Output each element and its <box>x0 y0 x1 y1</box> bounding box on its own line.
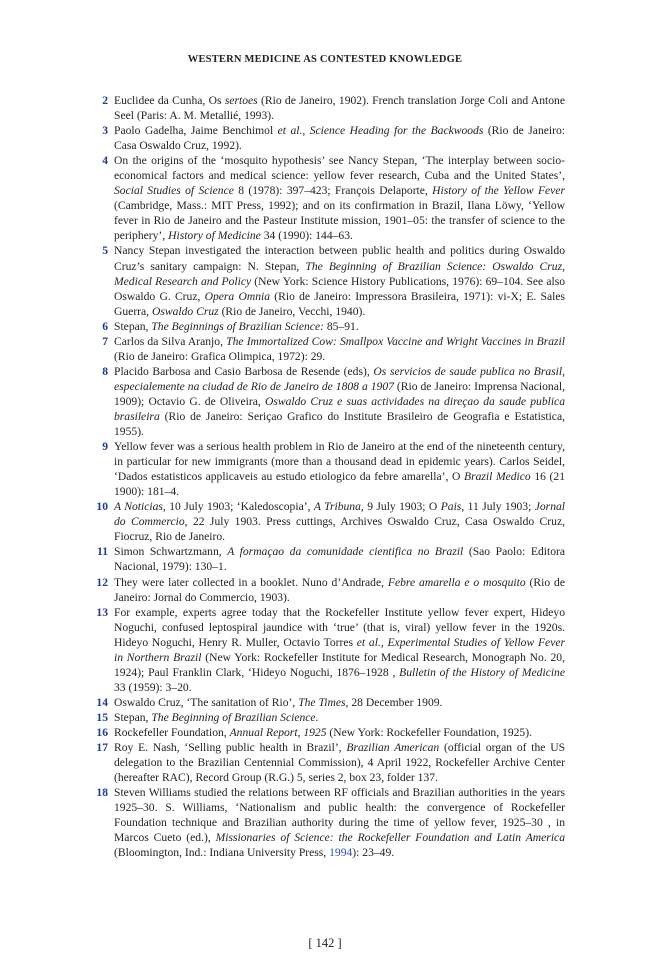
endnote <box>89 725 565 740</box>
italic-title: The Times <box>298 695 346 709</box>
italic-title: Annual Report, 1925 <box>229 725 327 739</box>
text-run: (Cambridge, Mass.: MIT Press, 1992); and on its confirmation in Brazil, Ilana Löwy, ‘Yellow fever in Rio de Janeiro and the Pasteur Institute mission, 1901–05: the transfer of science to the periphery’, <box>114 199 565 243</box>
endnote-text <box>114 364 565 439</box>
text-run: , 28 December 1909. <box>345 695 443 709</box>
text-run: , 10 July 1903; ‘Kaledoscopia’, <box>162 500 314 514</box>
text-run: 34 (1990): 144–63. <box>260 229 353 243</box>
endnote-text <box>114 243 565 318</box>
endnote <box>89 605 565 695</box>
italic-title: Missionaries of Science: the Rockefeller Foundation and Latin America <box>215 831 565 845</box>
endnote-number: 11 <box>97 545 108 559</box>
italic-title: Brazil Medico <box>464 470 531 484</box>
endnote-number: 2 <box>102 94 108 107</box>
text-run: Rockefeller Foundation, <box>114 725 230 739</box>
endnote-text <box>114 695 565 710</box>
endnote-text <box>114 605 565 695</box>
text-run: (New York: Rockefeller Institute for Medical Research, Monograph No. 20, 1924); Paul Franklin Clark, ‘Hideyo Noguchi, 1876–1928 , <box>114 650 565 679</box>
running-head: WESTERN MEDICINE AS CONTESTED KNOWLEDGE <box>187 54 463 65</box>
endnote-text <box>114 544 565 574</box>
endnote-number: 15 <box>96 710 108 724</box>
endnote-text <box>114 710 565 725</box>
endnote-text <box>114 123 565 153</box>
text-run: , 22 July 1903. Press cuttings, Archives Oswaldo Cruz, Casa Oswaldo Cruz, Fiocruz, Rio de Janeiro. <box>114 515 565 544</box>
text-run: (Rio de Janeiro: Grafica Olimpica, 1972): 29. <box>114 349 326 363</box>
text-run: (New York: Science History Publications, 1976): 69–104. See also Oswaldo G. Cruz, <box>114 274 566 303</box>
italic-title: Oswaldo Cruz <box>151 304 219 318</box>
endnote-number: 5 <box>102 244 108 258</box>
text-run: Stepan, <box>114 710 152 724</box>
text-run: Simon Schwartzmann, <box>114 545 228 559</box>
text-run: (Rio de Janeiro, 1902). French translation Jorge Coli and Antone Seel (Paris: A. M. Metallié, 1993). <box>114 94 565 123</box>
italic-title: Social Studies of Science <box>114 184 234 198</box>
endnote-text <box>114 93 565 123</box>
text-run: , 9 July 1903; O <box>360 500 441 514</box>
text-run: (Rio de Janeiro: Impressora Brasileira, 1971): vi-X; E. Sales Guerra, <box>114 289 565 318</box>
text-run: (Bloomington, Ind.: Indiana University Press, <box>114 846 330 860</box>
endnote-number: 4 <box>102 154 108 168</box>
italic-title: Brazilian American <box>346 741 440 755</box>
endnote-number: 17 <box>96 741 108 755</box>
text-run: (official organ of the US delegation to the Brazilian Centennial Commission), 4 April 1922, Rockefeller Archive Center (hereafter RAC), Record Group (R.G.) 5, series 2, box 23, folder 137. <box>114 741 566 785</box>
endnote <box>89 123 565 153</box>
text-run: On the origins of the ‘mosquito hypothesis’ see Nancy Stepan, ‘The interplay between socio-economical factors and medical science: yellow fever research, Cuba and the United States’, <box>114 154 565 183</box>
text-run: Carlos da Silva Aranjo, <box>114 334 227 348</box>
endnote-number: 10 <box>96 500 108 514</box>
italic-title: History of the Yellow Fever <box>432 184 565 198</box>
endnote-number: 6 <box>102 319 108 333</box>
italic-title: The Beginning of Brazilian Science: Oswaldo Cruz, Medical Research and Policy <box>114 259 565 288</box>
endnote <box>89 544 565 574</box>
italic-title: Jornal do Commercio <box>114 500 566 529</box>
italic-title: The Beginning of Brazilian Science. <box>151 710 319 724</box>
endnote <box>89 695 565 710</box>
italic-title: History of Medicine <box>168 229 261 243</box>
text-run: 33 (1959): 3–20. <box>114 680 192 694</box>
italic-title: et al., Science Heading for the Backwoods <box>277 124 484 138</box>
endnote-number: 7 <box>102 334 108 348</box>
text-run: 8 (1978): 397–423; François Delaporte, <box>233 184 433 198</box>
endnote-text <box>114 319 565 334</box>
endnote <box>89 785 565 860</box>
page-number: [ 142 ] <box>308 936 342 950</box>
endnote-number: 3 <box>102 124 108 138</box>
endnote-number: 14 <box>96 695 108 709</box>
endnote-number: 13 <box>96 605 108 619</box>
text-run: Roy E. Nash, ‘Selling public health in Brazil’, <box>114 741 347 755</box>
text-run: For example, experts agree today that the Rockefeller Institute yellow fever expert, Hideyo Noguchi, confused leptospiral jaundice with ‘true’ (that is, viral) yellow fever in the 1920s. Hideyo Noguchi, Henry R. Muller, Octavio Torres <box>114 605 565 649</box>
italic-title: Febre amarella e o mosquito <box>387 575 526 589</box>
text-run: Placido Barbosa and Casio Barbosa de Resende (eds), <box>114 364 374 378</box>
text-run: Paolo Gadelha, Jaime Benchimol <box>114 124 278 138</box>
text-run: Steven Williams studied the relations between RF officials and Brazilian authorities in the years 1925–30. S. Williams, ‘Nationalism and public health: the convergence of Rockefeller Foundation technique and Brazilian authority during the time of yellow fever, 1925–30 , in Marcos Cueto (ed.), <box>114 786 565 845</box>
text-run: 16 (21 1900): 181–4. <box>114 470 566 499</box>
endnote <box>89 575 565 605</box>
endnote-number: 8 <box>102 364 108 378</box>
text-run: Oswaldo Cruz, ‘The sanitation of Rio’, <box>114 695 299 709</box>
italic-title: Pais <box>440 500 462 514</box>
endnote <box>89 93 565 123</box>
italic-title: Os servicios de saude publica no Brasil, especialemente na ciudad de Rio de Janeiro de 1808 a 1907 <box>114 364 566 393</box>
endnotes-list <box>89 93 565 860</box>
endnote-number: 16 <box>96 725 108 739</box>
endnote <box>89 243 565 318</box>
endnote <box>89 499 565 544</box>
italic-title: Bulletin of the History of Medicine <box>399 665 565 679</box>
text-run: (Rio de Janeiro: Casa Oswaldo Cruz, 1992). <box>114 124 565 153</box>
italic-title: A formaçao da comunidade cientifica no Brazil <box>227 545 464 559</box>
citation-link[interactable]: 1994 <box>329 846 353 860</box>
endnote-text <box>114 785 565 860</box>
text-run: (New York: Rockefeller Foundation, 1925). <box>326 725 532 739</box>
italic-title: sertoes <box>224 94 258 107</box>
endnote-text <box>114 153 565 243</box>
endnote-number: 18 <box>96 786 108 800</box>
text-run: They were later collected in a booklet. Nuno d’Andrade, <box>114 575 388 589</box>
endnote <box>89 364 565 439</box>
text-run: (Rio de Janeiro: Seriçao Grafico do Institute Brasileiro de Geografia e Estatistica, 1955). <box>114 409 565 439</box>
text-run: Nancy Stepan investigated the interaction between public health and politics during Oswaldo Cruz’s sanitary campaign: N. Stepan, <box>114 244 565 273</box>
endnote-text <box>114 334 565 364</box>
text-run: (Rio de Janeiro: Jornal do Commercio, 1903). <box>114 575 565 604</box>
endnote-text <box>114 439 565 499</box>
italic-title: The Immortalized Cow: Smallpox Vaccine and Wright Vaccines in Brazil <box>226 334 565 348</box>
italic-title: A Noticias <box>114 500 163 514</box>
endnote <box>89 439 565 499</box>
text-run: (Rio de Janeiro, Vecchi, 1940). <box>218 304 366 318</box>
endnote <box>89 740 565 785</box>
italic-title: et al., Experimental Studies of Yellow Fever in Northern Brazil <box>114 635 565 664</box>
endnote-text <box>114 740 565 785</box>
endnote-number: 12 <box>96 575 108 589</box>
text-run: ): 23–49. <box>352 846 395 860</box>
endnote <box>89 334 565 364</box>
italic-title: The Beginnings of Brazilian Science: <box>151 319 324 333</box>
endnote-number: 9 <box>102 440 108 454</box>
endnote-text <box>114 725 565 740</box>
endnote-text <box>114 575 565 605</box>
text-run: Yellow fever was a serious health problem in Rio de Janeiro at the end of the nineteenth century, in particular for new immigrants (more than a thousand dead in epidemic years). Carlos Seidel, ‘Dados estatisticos applicaveis au estudo etiologico da febre amarella’, O <box>114 440 565 484</box>
text-run: (Rio de Janeiro: Imprensa Nacional, 1909); Octavio G. de Oliveira, <box>114 379 565 408</box>
text-run: (Sao Paolo: Editora Nacional, 1979): 130–1. <box>114 545 565 574</box>
endnote <box>89 153 565 243</box>
endnote-text <box>114 499 565 544</box>
italic-title: Oswaldo Cruz e suas actividades na direçao da saude publica brasileira <box>114 394 565 423</box>
text-run: Euclidee da Cunha, Os <box>114 94 225 107</box>
italic-title: A Tribuna <box>313 500 361 514</box>
endnote <box>89 710 565 725</box>
text-run: Stepan, <box>114 319 152 333</box>
text-run: 85–91. <box>323 319 359 333</box>
italic-title: Opera Omnia <box>204 289 271 303</box>
endnote <box>89 319 565 334</box>
text-run: , 11 July 1903; <box>461 500 535 514</box>
